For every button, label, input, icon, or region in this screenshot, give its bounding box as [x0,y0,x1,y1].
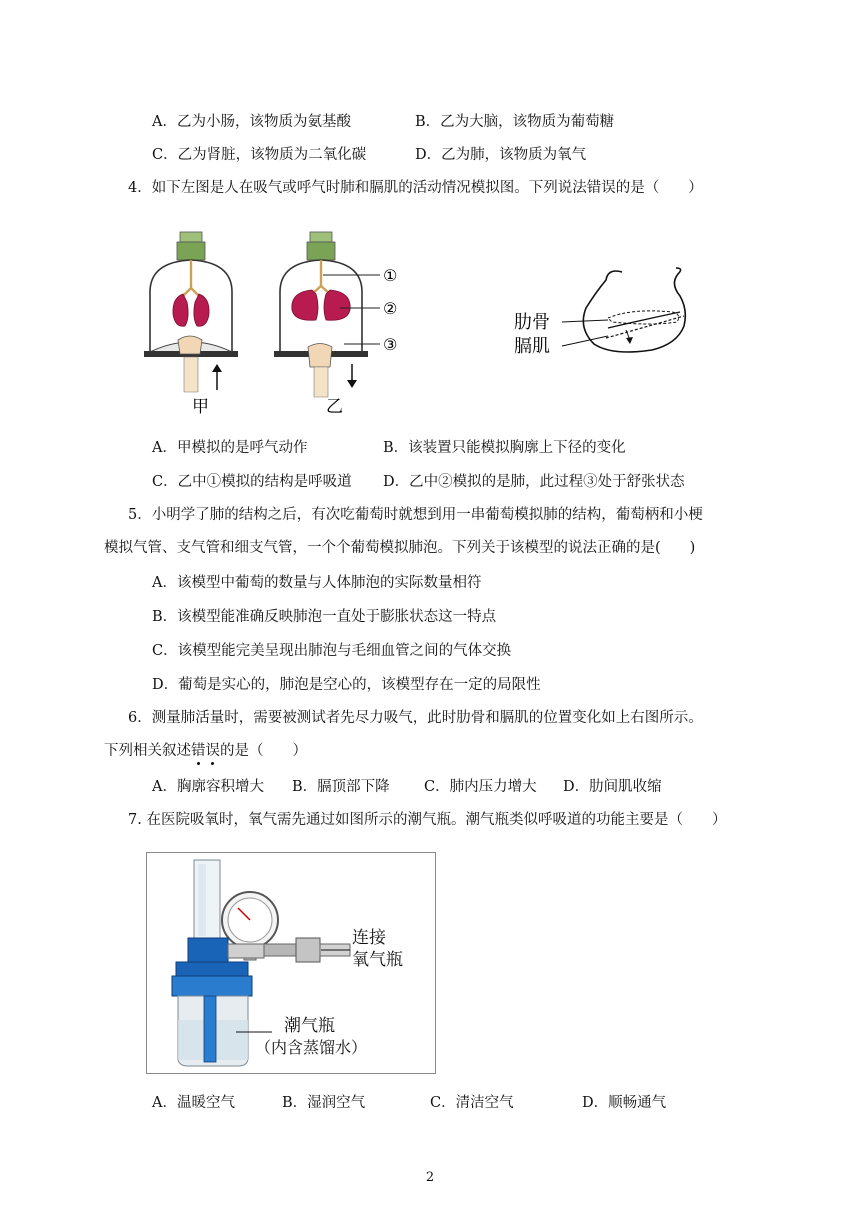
label-connect-1: 连接 [352,928,386,948]
rib-diaphragm-figure [512,266,702,376]
label-bottle-1: 潮气瓶 [284,1016,335,1036]
q6-option-b: B．膈顶部下降 [292,779,390,795]
q6-emphasis-char-2: 误 [205,743,220,759]
q7-option-d: D．顺畅通气 [582,1095,667,1111]
q5-option-d: D．葡萄是实心的，肺泡是空心的，该模型存在一定的局限性 [152,677,541,693]
bell-jar-jia [144,232,238,392]
q6-stem-post: 的是（ ） [220,743,307,759]
q3-option-c: C．乙为肾脏，该物质为二氧化碳 [152,147,367,163]
label-bottle-2: （内含蒸馏水） [255,1038,368,1057]
q3-option-d: D．乙为肺，该物质为氧气 [415,147,587,163]
q5-option-b: B．该模型能准确反映肺泡一直处于膨胀状态这一特点 [152,609,497,625]
q4-option-d: D．乙中②模拟的是肺，此过程③处于舒张状态 [383,474,685,490]
q5-option-a: A．该模型中葡萄的数量与人体肺泡的实际数量相符 [152,575,482,591]
label-jia: 甲 [192,397,209,417]
q6-stem-pre: 下列相关叙述 [104,743,191,759]
label-connect-2: 氧气瓶 [352,950,403,970]
page-number: 2 [425,1170,435,1185]
marker-3: ③ [383,335,398,354]
bell-jar-figure [140,222,410,422]
q7-stem: 7. 在医院吸氧时，氧气需先通过如图所示的潮气瓶。潮气瓶类似呼吸道的功能主要是（ ） [128,812,727,828]
q6-stem-line2 [104,741,307,761]
bell-jar-yi [274,232,380,397]
q4-stem: 4．如下左图是人在吸气或呼气时肺和膈肌的活动情况模拟图。下列说法错误的是（ ） [128,180,703,196]
marker-1: ① [383,266,398,285]
diaphragm-label: 膈肌 [514,336,550,357]
q3-option-b: B．乙为大脑，该物质为葡萄糖 [415,114,615,130]
q6-emphasis-char-1: 错 [191,743,206,759]
marker-2: ② [383,299,398,318]
q6-stem-line1: 6．测量肺活量时，需要被测试者先尽力吸气，此时肋骨和膈肌的位置变化如上右图所示。 [128,710,703,726]
q6-option-a: A．胸廓容积增大 [152,779,264,795]
q4-option-c: C．乙中①模拟的结构是呼吸道 [152,474,352,490]
q3-option-a: A．乙为小肠，该物质为氨基酸 [152,114,351,130]
rib-label: 肋骨 [514,312,550,333]
q6-option-d: D．肋间肌收缩 [563,779,662,795]
q7-option-a: A．温暖空气 [152,1095,235,1111]
q4-option-a: A．甲模拟的是呼气动作 [152,440,308,456]
q7-option-b: B．湿润空气 [282,1095,366,1111]
label-yi: 乙 [326,397,343,417]
q6-option-c: C．肺内压力增大 [424,779,537,795]
q5-option-c: C．该模型能完美呈现出肺泡与毛细血管之间的气体交换 [152,643,512,659]
q5-stem-line1: 5．小明学了肺的结构之后，有次吃葡萄时就想到用一串葡萄模拟肺的结构，葡萄柄和小梗 [128,507,703,523]
q7-option-c: C．清洁空气 [430,1095,514,1111]
q5-stem-line2: 模拟气管、支气管和细支气管，一个个葡萄模拟肺泡。下列关于该模型的说法正确的是( ) [104,540,696,556]
q4-option-b: B．该装置只能模拟胸廓上下径的变化 [383,440,626,456]
